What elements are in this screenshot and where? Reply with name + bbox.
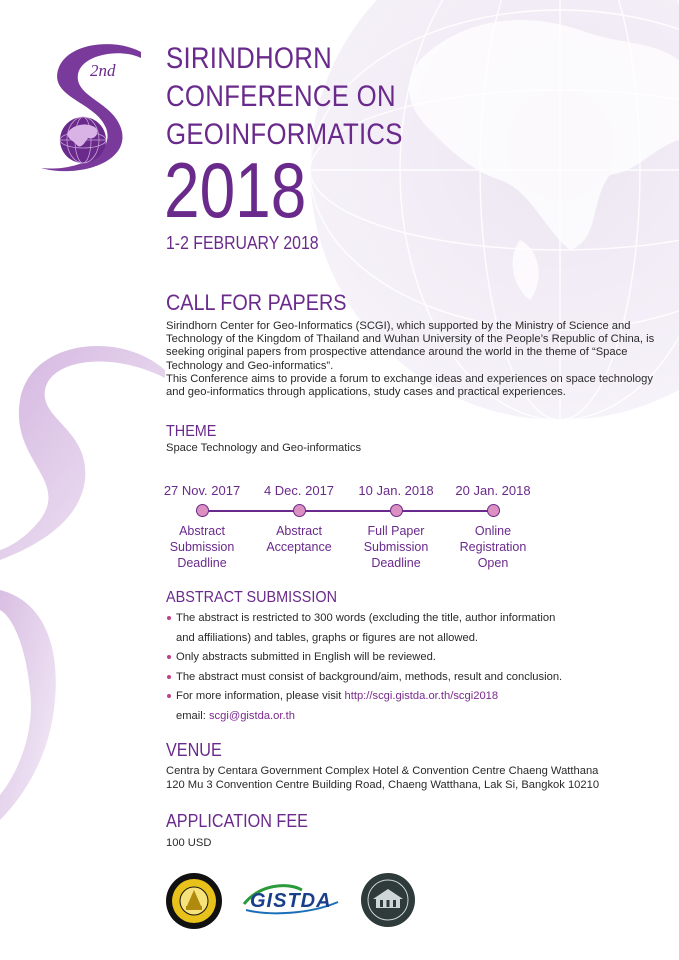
abstract-submission-heading: ABSTRACT SUBMISSION: [166, 589, 337, 606]
gistda-logo: [240, 880, 342, 920]
call-paragraph-2: This Conference aims to provide a forum to exchange ideas and experiences on space technology and geo-informatics through applications, study cases and practical experiences.: [166, 372, 653, 399]
title-line-2: CONFERENCE ON: [166, 80, 396, 113]
title-line-1: SIRINDHORN: [166, 42, 332, 75]
timeline-dot: [196, 504, 209, 517]
website-link[interactable]: http://scgi.gistda.or.th/scgi2018: [344, 690, 499, 702]
timeline-label: Abstract Acceptance: [266, 524, 332, 554]
venue-heading: VENUE: [166, 740, 222, 760]
timeline-date: 10 Jan. 2018: [358, 483, 434, 498]
gistda-wordmark: GISTDA: [250, 890, 332, 912]
wuhan-university-logo: [360, 872, 416, 928]
venue-line-2: 120 Mu 3 Convention Centre Building Road, Chaeng Watthana, Lak Si, Bangkok 10210: [166, 779, 600, 791]
timeline-dot: [293, 504, 306, 517]
timeline-date: 27 Nov. 2017: [163, 483, 241, 498]
call-paragraph-1: Sirindhorn Center for Geo-Informatics (SCGI), which supported by the Ministry of Science and Technology of the Kingdom of Thailand and Wuhan University of the People’s Republic of China, is seeking original papers from prospective attendance around the world in the theme of “Space Technology and Geo-informatics”.: [166, 320, 655, 372]
list-item: For more information, please visit http://scgi.gistda.or.th/scgi2018: [166, 687, 646, 707]
application-fee-amount: 100 USD: [166, 837, 212, 849]
timeline-dot: [487, 504, 500, 517]
theme-text: Space Technology and Geo-informatics: [166, 442, 362, 454]
timeline-date: 4 Dec. 2017: [263, 483, 335, 498]
timeline-date: 20 Jan. 2018: [455, 483, 531, 498]
timeline-label: Online Registration Open: [459, 524, 527, 570]
theme-heading: THEME: [166, 423, 217, 440]
application-fee-heading: APPLICATION FEE: [166, 811, 308, 831]
list-item: The abstract is restricted to 300 words (excluding the title, author information: [166, 609, 646, 629]
title-line-3: GEOINFORMATICS: [166, 118, 403, 151]
email-link[interactable]: scgi@gistda.or.th: [208, 709, 295, 722]
venue-line-1: Centra by Centara Government Complex Hotel & Convention Centre Chaeng Watthana: [166, 765, 599, 777]
email-line: email: scgi@gistda.or.th: [176, 709, 295, 722]
conference-year: 2018: [164, 146, 307, 234]
timeline-line: [206, 510, 496, 512]
list-item-continuation: and affiliations) and tables, graphs or figures are not allowed.: [176, 631, 479, 644]
thai-emblem-logo: [165, 872, 223, 930]
timeline-label: Full Paper Submission Deadline: [363, 524, 429, 570]
call-for-papers-heading: CALL FOR PAPERS: [166, 290, 347, 315]
timeline-label: Abstract Submission Deadline: [169, 524, 235, 570]
timeline-dot: [390, 504, 403, 517]
svg-text:2nd: 2nd: [90, 61, 116, 80]
list-item: Only abstracts submitted in English will be reviewed.: [166, 648, 646, 668]
conference-dates: 1-2 FEBRUARY 2018: [166, 233, 319, 253]
list-item: The abstract must consist of background/aim, methods, result and conclusion.: [166, 668, 646, 688]
